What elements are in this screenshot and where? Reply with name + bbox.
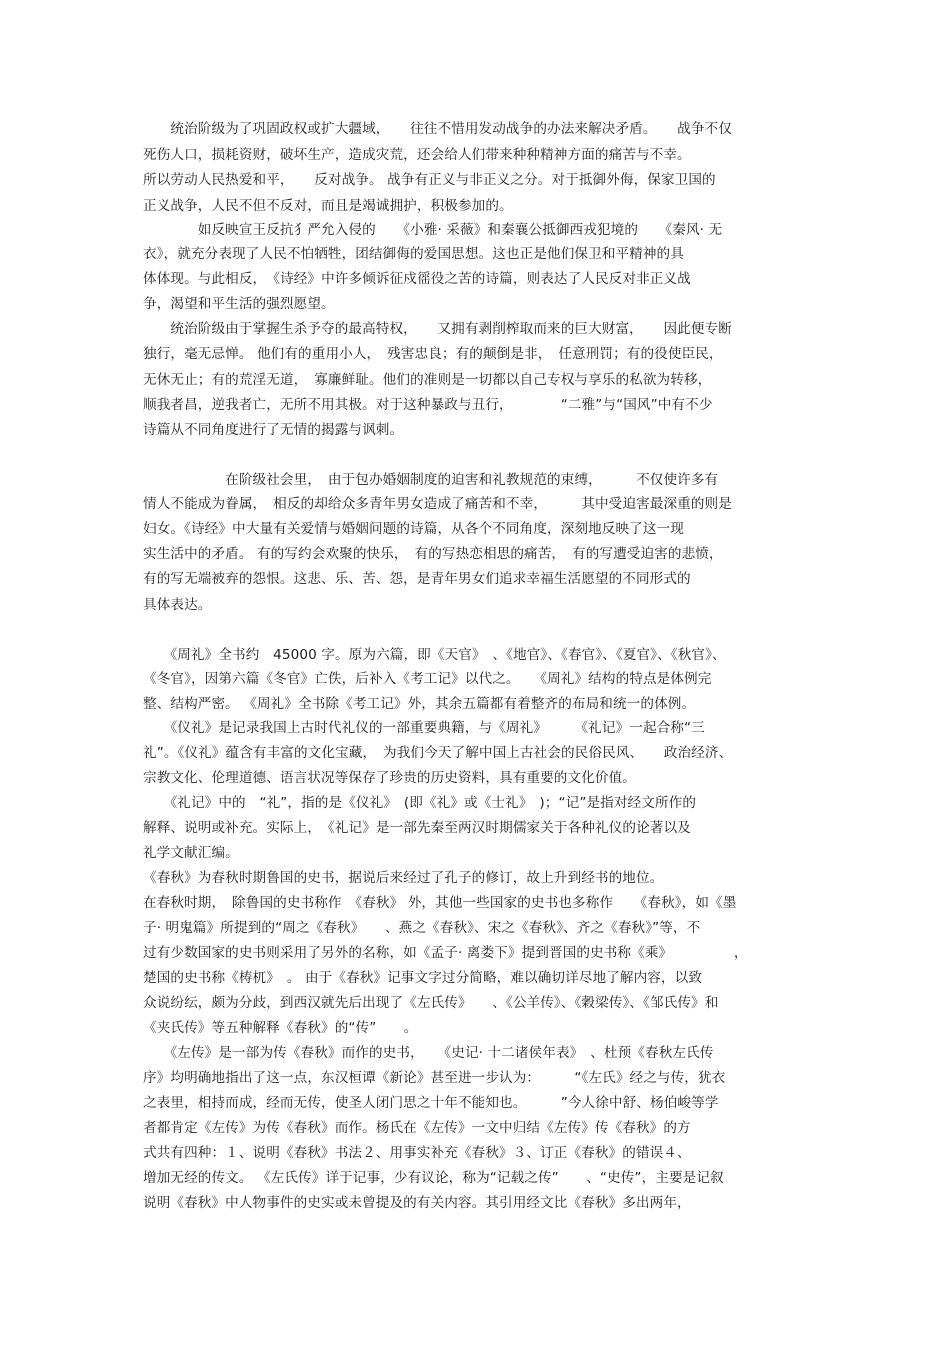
text-line: 《仪礼》是记录我国上古时代礼仪的一部重要典籍，与《周礼》 《礼记》一起合称“三 [143, 720, 705, 736]
text-line: 《春秋》为春秋时期鲁国的史书，据说后来经过了孔子的修订，故上升到经书的地位。 [143, 870, 664, 886]
text-line: 礼学文献汇编。 [143, 845, 239, 861]
text-line: 整、结构严密。 《周礼》全书除《考工记》外，其余五篇都有着整齐的布局和统一的体例。 [143, 696, 696, 712]
text-line: 解释、说明或补充。实际上， 《礼记》是一部先秦至两汉时期儒家关于各种礼仪的论著以及 [143, 820, 691, 836]
text-line: 过有少数国家的史书则采用了另外的名称，如《孟子· 离娄下》提到晋国的史书称《乘》 ， [143, 945, 748, 961]
text-line: 之表里，相持而成，经而无传，使圣人闭门思之十年不能知也。 ”今人徐中舒、杨伯峻等学 [143, 1095, 719, 1111]
text-line: 《礼记》中的 “礼”，指的是《仪礼》 (即《礼》或《士礼》 )；“记”是指对经文所作的 [143, 795, 697, 811]
text-line: 实生活中的矛盾。 有的写约会欢聚的快乐， 有的写热恋相思的痛苦， 有的写遭受迫害的悲愤， [143, 546, 723, 562]
text-line: 无休无止；有的荒淫无道， 寡廉鲜耻。他们的准则是一切都以自己专权与享乐的私欲为转移， [143, 372, 712, 388]
text-line: 独行，毫无忌惮。 他们有的重用小人， 残害忠良；有的颠倒是非， 任意刑罚；有的役使臣民， [143, 346, 723, 362]
text-line: 如反映宣王反抗犭严允入侵的 《小雅· 采薇》和秦襄公抵御西戎犯境的 《秦风· 无 [143, 222, 723, 238]
text-line: 顺我者昌，逆我者亡，无所不用其极。对于这种暴政与丑行， “二雅”与“国风”中有不少 [143, 397, 713, 413]
text-line: 者都肯定《左传》为传《春秋》而作。杨氏在《左传》一文中归结《左传》传《春秋》的方 [143, 1120, 691, 1136]
text-line: 所以劳动人民热爱和平， 反对战争。 战争有正义与非正义之分。对于抵御外侮，保家卫国的 [143, 172, 716, 188]
text-line: 《左传》是一部为传《春秋》而作的史书， 《史记· 十二诸侯年表》 、杜预《春秋左氏传 [143, 1045, 714, 1061]
text-line: 具体表达。 [143, 597, 212, 613]
text-line: 诗篇从不同角度进行了无情的揭露与讽刺。 [143, 422, 404, 438]
text-line: 在春秋时期， 除鲁国的史书称作 《春秋》 外，其他一些国家的史书也多称作 《春秋》，如《墨 [143, 895, 737, 911]
text-line: 序》均明确地指出了这一点，东汉桓谭《新论》甚至进一步认为： “《左氏》经之与传，犹衣 [143, 1070, 726, 1086]
text-line: 情人不能成为眷属， 相反的却给众多青年男女造成了痛苦和不幸， 其中受迫害最深重的则是 [143, 496, 732, 512]
text-line: 妇女。《诗经》中大量有关爱情与婚姻问题的诗篇，从各个不同角度，深刻地反映了这一现 [143, 521, 684, 537]
text-line: 增加无经的传文。 《左氏传》详于记事，少有议论，称为“记载之传” 、“史传”，主要是记叙 [143, 1170, 724, 1186]
text-line: 《周礼》全书约 45000 字。原为六篇，即《天官》 、《地官》、《春官》、《夏官》、《秋官》、 [143, 647, 726, 663]
text-line: 衣》，就充分表现了人民不怕牺牲，团结御侮的爱国思想。这也正是他们保卫和平精神的具 [143, 246, 684, 262]
text-line: 死伤人口，损耗资财，破坏生产，造成灾荒，还会给人们带来种种精神方面的痛苦与不幸。 [143, 147, 691, 163]
text-line: 统治阶级为了巩固政权或扩大疆域， 往往不惜用发动战争的办法来解决矛盾。 战争不仅 [143, 121, 732, 137]
text-line: 宗教文化、伦理道德、语言状况等保存了珍贵的历史资料，具有重要的文化价值。 [143, 770, 636, 786]
text-line: 众说纷纭，颇为分歧，到西汉就先后出现了《左氏传》 、《公羊传》、《穀梁传》、《邹氏传》和 [143, 995, 719, 1011]
text-line: 争，渴望和平生活的强烈愿望。 [143, 296, 335, 312]
text-line: 正义战争，人民不但不反对，而且是竭诚拥护，积极参加的。 [143, 198, 513, 214]
text-line: 在阶级社会里， 由于包办婚姻制度的迫害和礼教规范的束缚， 不仅使许多有 [143, 472, 719, 488]
text-line: 有的写无端被弃的怨恨。这悲、乐、苦、怨，是青年男女们追求幸福生活愿望的不同形式的 [143, 571, 691, 587]
text-line: 《夹氏传》等五种解释《春秋》的“传” 。 [143, 1020, 418, 1036]
text-line: 体体现。与此相反， 《诗经》中许多倾诉征戍徭役之苦的诗篇，则表达了人民反对非正义战 [143, 271, 691, 287]
text-line: 统治阶级由于掌握生杀予夺的最高特权， 又拥有剥削榨取而来的巨大财富， 因此便专断 [143, 321, 732, 337]
text-line: 楚国的史书称《梼杌》 。 由于《春秋》记事文字过分简略，难以确切详尽地了解内容，以致 [143, 970, 703, 986]
text-line: 式共有四种：１、说明《春秋》书法２、用事实补充《春秋》３、订正《春秋》的错误４、 [143, 1145, 691, 1161]
text-line: 《冬官》，因第六篇《冬官》亡佚，后补入《考工记》以代之。 《周礼》结构的特点是体例完 [143, 671, 712, 687]
text-line: 礼”。《仪礼》蕴含有丰富的文化宝藏， 为我们今天了解中国上古社会的民俗民风、 政治经济、 [143, 745, 733, 761]
text-line: 子· 明鬼篇》所提到的“周之《春秋》 、燕之《春秋》、宋之《春秋》、齐之《春秋》”等，不 [143, 920, 701, 936]
text-line: 说明《春秋》中人物事件的史实或未曾提及的有关内容。其引用经文比《春秋》多出两年， [143, 1195, 691, 1211]
